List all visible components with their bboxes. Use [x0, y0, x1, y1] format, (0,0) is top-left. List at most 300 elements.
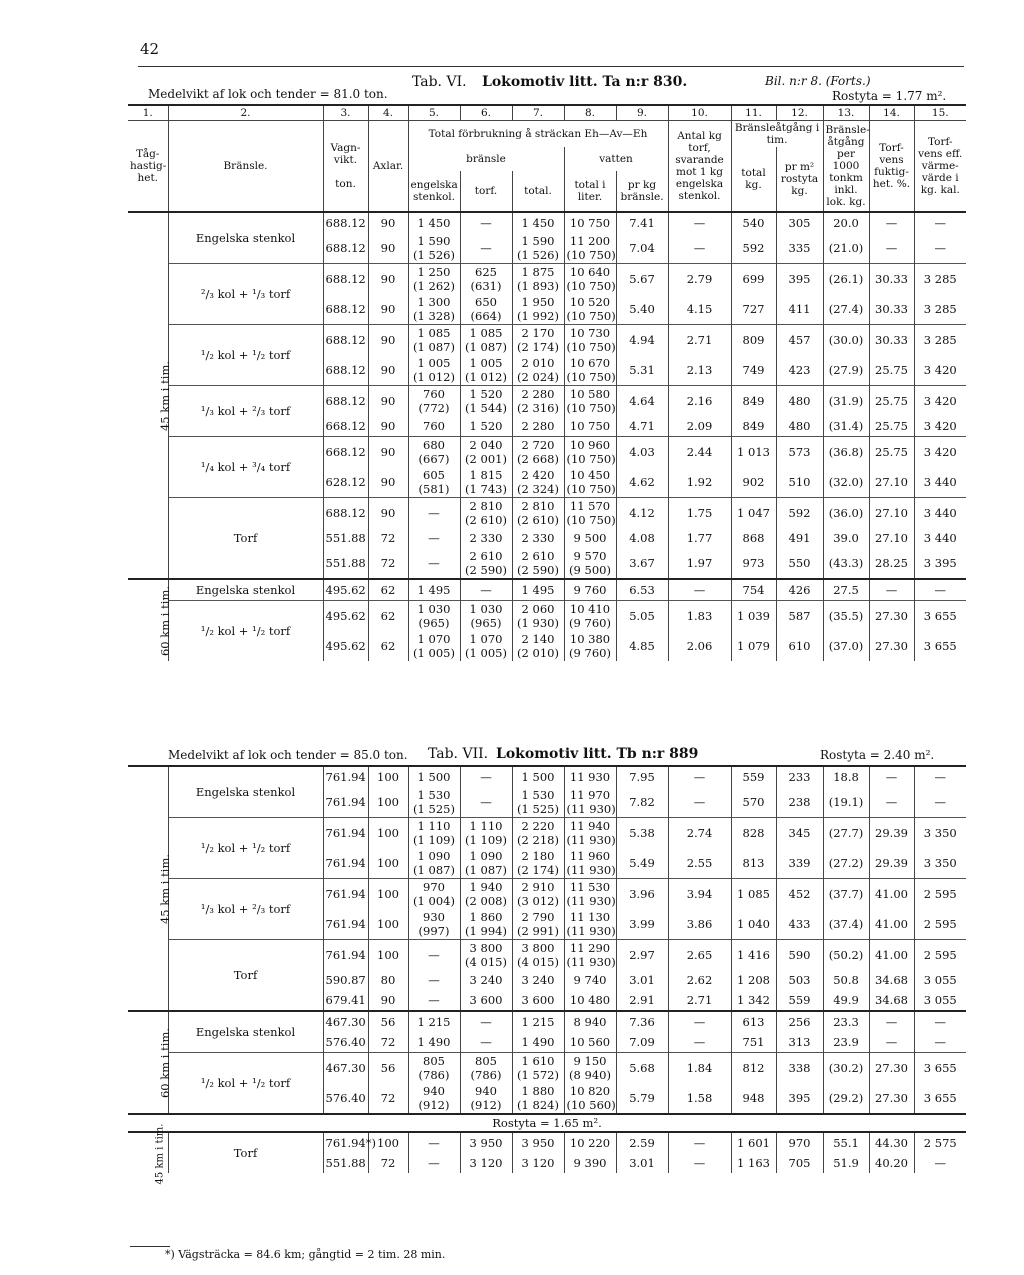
table-row	[128, 264, 966, 295]
table-cell: 4.15	[668, 294, 731, 325]
table-cell: (32.0)	[823, 467, 869, 498]
table-cell: —	[408, 940, 460, 971]
table-cell: —	[460, 212, 512, 233]
table-cell: 805 (786)	[460, 1053, 512, 1084]
col-number: 9.	[616, 105, 668, 121]
table-cell: 3 055	[914, 970, 966, 990]
table-cell: —	[668, 1011, 731, 1032]
table-cell: 5.05	[616, 601, 668, 632]
table-cell: 940 (912)	[460, 1083, 512, 1114]
table-cell: 2 330	[512, 528, 564, 548]
table-cell: 3 285	[914, 264, 966, 295]
table-cell: —	[869, 212, 914, 233]
table-cell: (30.2)	[823, 1053, 869, 1084]
table-cell: 4.62	[616, 467, 668, 498]
table-cell: 3 420	[914, 437, 966, 468]
table-cell: 90	[368, 212, 408, 233]
table-cell: 11 940 (11 930)	[564, 818, 616, 849]
table-cell: —	[668, 787, 731, 818]
table-cell: 25.75	[869, 355, 914, 386]
hdr-hastighet: Tåg-hastig-het.	[130, 148, 167, 184]
table-cell: 2 610 (2 590)	[460, 548, 512, 579]
hdr-pr-kg: pr kg bränsle.	[616, 171, 668, 212]
table-cell: 11 970 (11 930)	[564, 787, 616, 818]
table-cell: 3 240	[460, 970, 512, 990]
table-cell: 2 910 (3 012)	[512, 879, 564, 910]
table-cell: 1.83	[668, 601, 731, 632]
hdr-total-kg: total kg.	[731, 147, 776, 212]
table-cell: 761.94	[323, 787, 368, 818]
table-cell: 503	[776, 970, 823, 990]
table-cell: 576.40	[323, 1083, 368, 1114]
hdr-atgang-1000: Bränsle-åtgång per 1000 tonkm inkl. lok. kg.	[823, 121, 869, 213]
table-cell: 3.86	[668, 909, 731, 940]
table-cell: 2.59	[616, 1132, 668, 1153]
table-cell: 754	[731, 579, 776, 601]
tab6-left-caption: Medelvikt af lok och tender = 81.0 ton.	[148, 87, 388, 101]
col-number: 14.	[869, 105, 914, 121]
table-cell: 1.77	[668, 528, 731, 548]
table-cell: 1 610 (1 572)	[512, 1053, 564, 1084]
table-cell: 590.87	[323, 970, 368, 990]
table-cell: 395	[776, 1083, 823, 1114]
col-number: 2.	[168, 105, 323, 121]
fuel-label: Engelska stenkol	[168, 766, 323, 818]
table-cell: 10 580 (10 750)	[564, 386, 616, 417]
table-cell: —	[914, 233, 966, 264]
table-cell: 18.8	[823, 766, 869, 787]
table-cell: 1 070 (1 005)	[460, 631, 512, 661]
table-cell: —	[668, 1153, 731, 1173]
table-cell: 6.53	[616, 579, 668, 601]
table-cell: —	[914, 579, 966, 601]
table-cell: 345	[776, 818, 823, 849]
table-cell: 4.94	[616, 325, 668, 356]
table-cell: 55.1	[823, 1132, 869, 1153]
table-cell: 39.0	[823, 528, 869, 548]
table-cell: 1 450	[512, 212, 564, 233]
table-cell: 338	[776, 1053, 823, 1084]
table-cell: 3 285	[914, 325, 966, 356]
table-cell: 90	[368, 355, 408, 386]
table-cell: 3 420	[914, 416, 966, 437]
table-cell: 3 655	[914, 1083, 966, 1114]
table-cell: 805 (786)	[408, 1053, 460, 1084]
table-cell: 9 570 (9 500)	[564, 548, 616, 579]
table-cell: 7.41	[616, 212, 668, 233]
table-cell: 2 720 (2 668)	[512, 437, 564, 468]
table-cell: 233	[776, 766, 823, 787]
table-cell: 3 420	[914, 386, 966, 417]
table-cell: 90	[368, 498, 408, 529]
col-number: 13.	[823, 105, 869, 121]
table-cell: 551.88	[323, 548, 368, 579]
table-cell: 1 085	[731, 879, 776, 910]
tab7-rostyta2: Rostyta = 1.65 m².	[128, 1114, 966, 1132]
table-cell: 1 110 (1 109)	[408, 818, 460, 849]
table-row	[128, 325, 966, 356]
table-cell: 4.12	[616, 498, 668, 529]
table-cell: 1 520	[460, 416, 512, 437]
table-cell: 11 130 (11 930)	[564, 909, 616, 940]
table-cell: 2 810 (2 610)	[460, 498, 512, 529]
table-cell: (27.7)	[823, 818, 869, 849]
table-cell: 72	[368, 1032, 408, 1053]
table-cell: 1 500	[408, 766, 460, 787]
table-cell: 90	[368, 325, 408, 356]
col-number: 12.	[776, 105, 823, 121]
table-cell: 559	[731, 766, 776, 787]
table-cell: —	[408, 1132, 460, 1153]
table-cell: (30.0)	[823, 325, 869, 356]
table-cell: —	[869, 233, 914, 264]
table-cell: 90	[368, 264, 408, 295]
footnote: *) Vägsträcka = 84.6 km; gångtid = 2 tim. 28 min.	[165, 1248, 446, 1261]
table-cell: 11 570 (10 750)	[564, 498, 616, 529]
table-cell: 72	[368, 1153, 408, 1173]
hdr-torf: torf.	[460, 171, 512, 212]
col-number: 15.	[914, 105, 966, 121]
table-cell: 1 163	[731, 1153, 776, 1173]
table-cell: 5.40	[616, 294, 668, 325]
table-cell: 100	[368, 879, 408, 910]
table-cell: 25.75	[869, 416, 914, 437]
table-cell: 1 005 (1 012)	[460, 355, 512, 386]
table-cell: 10 670 (10 750)	[564, 355, 616, 386]
table-cell: 573	[776, 437, 823, 468]
table-cell: 25.75	[869, 386, 914, 417]
table-cell: 679.41	[323, 990, 368, 1011]
table-cell: 2 610 (2 590)	[512, 548, 564, 579]
hdr-vagnvikt: Vagn-vikt. ton.	[323, 121, 368, 213]
table-cell: 1 040	[731, 909, 776, 940]
table-cell: 90	[368, 990, 408, 1011]
table-cell: 10 450 (10 750)	[564, 467, 616, 498]
table-cell: 1 590 (1 526)	[512, 233, 564, 264]
table-cell: 395	[776, 264, 823, 295]
table-cell: —	[460, 1011, 512, 1032]
table-cell: 100	[368, 940, 408, 971]
table-cell: 1 601	[731, 1132, 776, 1153]
table-cell: 49.9	[823, 990, 869, 1011]
table-cell: 1 875 (1 893)	[512, 264, 564, 295]
table-cell: 3 350	[914, 818, 966, 849]
table-cell: (31.9)	[823, 386, 869, 417]
table-cell: 30.33	[869, 264, 914, 295]
table-cell: 688.12	[323, 294, 368, 325]
hdr-pr-m2: pr m² rostyta kg.	[776, 147, 823, 212]
table-cell: 3.01	[616, 1153, 668, 1173]
table-cell: 1 215	[512, 1011, 564, 1032]
table-cell: 28.25	[869, 548, 914, 579]
table-cell: 688.12	[323, 386, 368, 417]
table-cell: 3 655	[914, 1053, 966, 1084]
table-cell: 7.36	[616, 1011, 668, 1032]
table-cell: 2.97	[616, 940, 668, 971]
table-cell: 749	[731, 355, 776, 386]
hdr-varmevarde: Torf-vens eff. värme-värde i kg. kal.	[914, 121, 966, 213]
tab7-table	[128, 765, 966, 1185]
table-cell: 1 530 (1 525)	[512, 787, 564, 818]
table-cell: 457	[776, 325, 823, 356]
table-cell: 550	[776, 548, 823, 579]
table-row	[128, 1053, 966, 1084]
col-number: 5.	[408, 105, 460, 121]
table-cell: 1 250 (1 262)	[408, 264, 460, 295]
table-cell: 56	[368, 1053, 408, 1084]
table-cell: 10 820 (10 560)	[564, 1083, 616, 1114]
fuel-label: ²/₃ kol + ¹/₃ torf	[168, 264, 323, 325]
table-cell: 1.75	[668, 498, 731, 529]
table-cell: 551.88	[323, 1153, 368, 1173]
table-cell: 1 215	[408, 1011, 460, 1032]
table-cell: 3.99	[616, 909, 668, 940]
table-cell: 11 530 (11 930)	[564, 879, 616, 910]
table-cell: 760	[408, 416, 460, 437]
table-cell: 868	[731, 528, 776, 548]
tab6-title: Lokomotiv litt. Ta n:r 830.	[482, 74, 688, 90]
table-cell: 1 085 (1 087)	[408, 325, 460, 356]
table-cell: 10 640 (10 750)	[564, 264, 616, 295]
table-cell: (37.0)	[823, 631, 869, 661]
table-cell: 5.31	[616, 355, 668, 386]
table-cell: 9 760	[564, 579, 616, 601]
table-cell: 5.38	[616, 818, 668, 849]
hdr-total: total.	[512, 171, 564, 212]
table-cell: 705	[776, 1153, 823, 1173]
table-cell: 7.82	[616, 787, 668, 818]
table-cell: 1 860 (1 994)	[460, 909, 512, 940]
table-cell: 305	[776, 212, 823, 233]
table-cell: 480	[776, 416, 823, 437]
table-cell: 688.12	[323, 355, 368, 386]
table-cell: —	[408, 548, 460, 579]
table-cell: —	[914, 787, 966, 818]
table-cell: 100	[368, 766, 408, 787]
table-cell: 11 960 (11 930)	[564, 848, 616, 879]
table-cell: 10 560	[564, 1032, 616, 1053]
table-cell: 2.09	[668, 416, 731, 437]
table-cell: 1 342	[731, 990, 776, 1011]
table-cell: 4.03	[616, 437, 668, 468]
table-cell: 1 495	[408, 579, 460, 601]
table-cell: 7.09	[616, 1032, 668, 1053]
table-cell: 1 490	[408, 1032, 460, 1053]
table-cell: 10 480	[564, 990, 616, 1011]
table-cell: 100	[368, 909, 408, 940]
fuel-label: ¹/₂ kol + ¹/₂ torf	[168, 818, 323, 879]
table-cell: 948	[731, 1083, 776, 1114]
table-cell: 3 800 (4 015)	[460, 940, 512, 971]
table-cell: 2.79	[668, 264, 731, 295]
table-cell: 813	[731, 848, 776, 879]
table-cell: 3 655	[914, 631, 966, 661]
col-number: 10.	[668, 105, 731, 121]
table-cell: 1.58	[668, 1083, 731, 1114]
table-cell: 1 090 (1 087)	[460, 848, 512, 879]
table-cell: 849	[731, 416, 776, 437]
table-cell: 2 040 (2 001)	[460, 437, 512, 468]
table-cell: 90	[368, 416, 408, 437]
speed-label: 45 km i tim.	[128, 212, 168, 579]
table-cell: 2.55	[668, 848, 731, 879]
table-cell: 3 440	[914, 498, 966, 529]
table-cell: 605 (581)	[408, 467, 460, 498]
table-cell: 1 500	[512, 766, 564, 787]
speed-label: 45 km i tim.	[128, 766, 168, 1011]
hdr-total-forbrukning: Total förbrukning å sträckan Eh—Av—Eh	[408, 121, 668, 148]
hdr-engelska: engelska stenkol.	[408, 171, 460, 212]
table-cell: 10 730 (10 750)	[564, 325, 616, 356]
table-row	[128, 437, 966, 468]
table-cell: 2.65	[668, 940, 731, 971]
page-number: 42	[140, 40, 160, 58]
table-cell: 1 090 (1 087)	[408, 848, 460, 879]
table-cell: 29.39	[869, 848, 914, 879]
table-cell: —	[668, 579, 731, 601]
table-cell: 1 030 (965)	[408, 601, 460, 632]
tab6-table	[128, 104, 966, 661]
fuel-label: ¹/₂ kol + ¹/₂ torf	[168, 1053, 323, 1115]
table-cell: 27.30	[869, 601, 914, 632]
table-cell: (37.7)	[823, 879, 869, 910]
table-cell: 11 930	[564, 766, 616, 787]
table-cell: 1 880 (1 824)	[512, 1083, 564, 1114]
tab6-tab-label: Tab. VI.	[412, 74, 467, 90]
table-cell: 3 285	[914, 294, 966, 325]
table-cell: 9 500	[564, 528, 616, 548]
table-cell: 452	[776, 879, 823, 910]
table-cell: 1 070 (1 005)	[408, 631, 460, 661]
table-cell: 761.94	[323, 879, 368, 910]
table-cell: (43.3)	[823, 548, 869, 579]
table-cell: —	[869, 787, 914, 818]
table-cell: 27.30	[869, 1053, 914, 1084]
table-cell: 238	[776, 787, 823, 818]
table-cell: 2 595	[914, 909, 966, 940]
table-cell: (36.8)	[823, 437, 869, 468]
table-cell: 9 740	[564, 970, 616, 990]
table-cell: 2.71	[668, 990, 731, 1011]
table-cell: 2.16	[668, 386, 731, 417]
table-cell: 411	[776, 294, 823, 325]
table-cell: 1 005 (1 012)	[408, 355, 460, 386]
table-cell: 495.62	[323, 631, 368, 661]
table-cell: 44.30	[869, 1132, 914, 1153]
table-cell: 760 (772)	[408, 386, 460, 417]
table-cell: 426	[776, 579, 823, 601]
table-cell: 1 490	[512, 1032, 564, 1053]
table-cell: 10 410 (9 760)	[564, 601, 616, 632]
table-cell: 902	[731, 467, 776, 498]
tab7-left-caption: Medelvikt af lok och tender = 85.0 ton.	[168, 748, 408, 762]
table-cell: 9 390	[564, 1153, 616, 1173]
table-cell: 433	[776, 909, 823, 940]
table-cell: 540	[731, 212, 776, 233]
table-cell: 2 575	[914, 1132, 966, 1153]
table-cell: 570	[731, 787, 776, 818]
tab7-rostyta: Rostyta = 2.40 m².	[820, 748, 935, 762]
table-cell: 4.08	[616, 528, 668, 548]
table-cell: 27.10	[869, 498, 914, 529]
fuel-label: ¹/₂ kol + ¹/₂ torf	[168, 325, 323, 386]
fuel-label: Engelska stenkol	[168, 212, 323, 264]
table-cell: 761.94	[323, 909, 368, 940]
table-cell: —	[460, 1032, 512, 1053]
table-row	[128, 1132, 966, 1153]
table-cell: 2 595	[914, 879, 966, 910]
table-cell: 668.12	[323, 437, 368, 468]
table-cell: 467.30	[323, 1053, 368, 1084]
table-cell: 27.10	[869, 467, 914, 498]
hdr-antal: Antal kg torf, svarande mot 1 kg engelska stenkol.	[668, 121, 731, 213]
table-cell: 90	[368, 386, 408, 417]
table-cell: 688.12	[323, 212, 368, 233]
table-cell: 2 280 (2 316)	[512, 386, 564, 417]
table-cell: 3 600	[512, 990, 564, 1011]
table-cell: 30.33	[869, 325, 914, 356]
table-cell: (29.2)	[823, 1083, 869, 1114]
table-cell: —	[914, 1032, 966, 1053]
table-cell: 3.67	[616, 548, 668, 579]
table-cell: 2.62	[668, 970, 731, 990]
table-cell: 551.88	[323, 528, 368, 548]
table-cell: 100	[368, 1132, 408, 1153]
table-cell: 970	[776, 1132, 823, 1153]
table-cell: 761.94	[323, 818, 368, 849]
table-cell: 849	[731, 386, 776, 417]
fuel-label: ¹/₃ kol + ²/₃ torf	[168, 879, 323, 940]
table-cell: 727	[731, 294, 776, 325]
table-cell: 1 450	[408, 212, 460, 233]
table-cell: 491	[776, 528, 823, 548]
table-cell: 2 790 (2 991)	[512, 909, 564, 940]
fuel-label: ¹/₃ kol + ²/₃ torf	[168, 386, 323, 437]
table-cell: 1.84	[668, 1053, 731, 1084]
table-cell: —	[914, 766, 966, 787]
table-cell: 809	[731, 325, 776, 356]
fuel-label: Torf	[168, 498, 323, 580]
table-cell: 592	[731, 233, 776, 264]
table-cell: 5.67	[616, 264, 668, 295]
table-cell: 1 815 (1 743)	[460, 467, 512, 498]
table-cell: 50.8	[823, 970, 869, 990]
table-cell: 100	[368, 848, 408, 879]
table-cell: 1 047	[731, 498, 776, 529]
table-cell: 2.44	[668, 437, 731, 468]
table-cell: —	[460, 766, 512, 787]
table-cell: 650 (664)	[460, 294, 512, 325]
table-row	[128, 498, 966, 529]
table-cell: (21.0)	[823, 233, 869, 264]
table-cell: 1 030 (965)	[460, 601, 512, 632]
table-cell: 56	[368, 1011, 408, 1032]
tab6-right-caption: Bil. n:r 8. (Forts.)	[765, 74, 871, 88]
table-cell: 495.62	[323, 601, 368, 632]
table-cell: 10 220	[564, 1132, 616, 1153]
table-cell: 72	[368, 548, 408, 579]
table-cell: —	[668, 212, 731, 233]
table-cell: 11 200 (10 750)	[564, 233, 616, 264]
fuel-label: ¹/₂ kol + ¹/₂ torf	[168, 601, 323, 662]
col-number: 4.	[368, 105, 408, 121]
table-cell: —	[914, 1153, 966, 1173]
table-cell: 1 300 (1 328)	[408, 294, 460, 325]
speed-label: 60 km i tim.	[128, 1011, 168, 1114]
table-cell: —	[668, 1132, 731, 1153]
table-row	[128, 1011, 966, 1032]
table-cell: 2 330	[460, 528, 512, 548]
